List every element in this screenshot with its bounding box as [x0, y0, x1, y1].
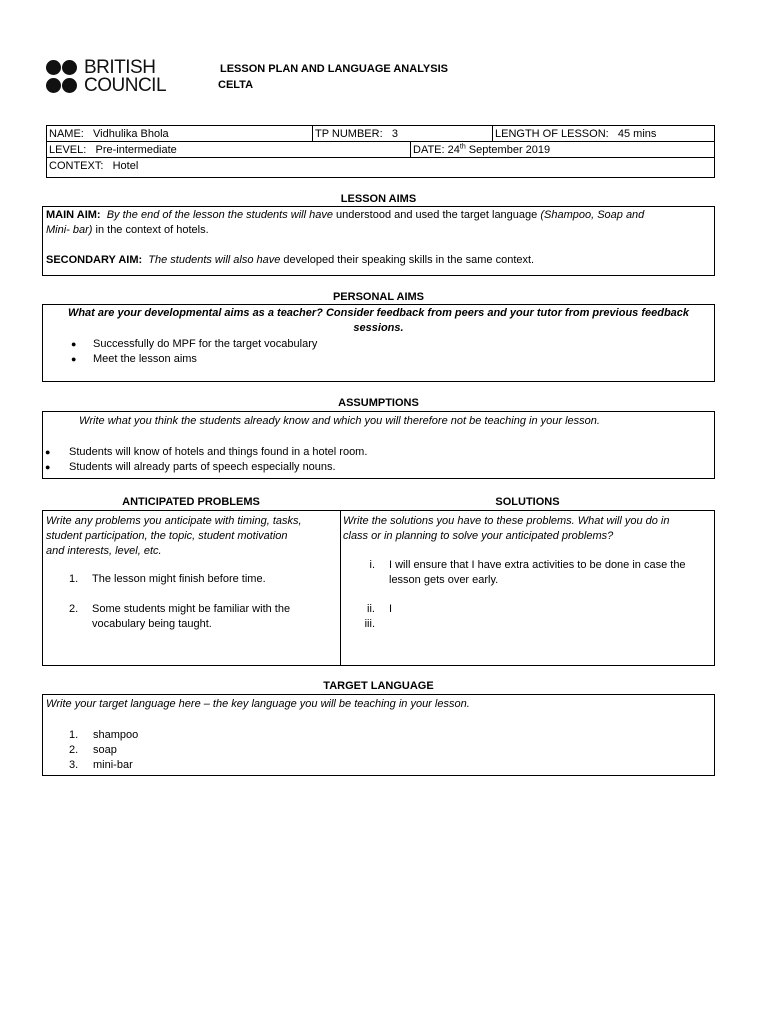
lesson-aims-box [42, 206, 715, 276]
lesson-length-field: LENGTH OF LESSON: 45 mins [495, 128, 657, 140]
solution-item-text: I [389, 603, 393, 615]
solution-item-number: iii. [364, 618, 375, 630]
tp-number-field: TP NUMBER: 3 [315, 128, 398, 140]
info-table [46, 125, 715, 178]
context-field: CONTEXT: Hotel [49, 160, 139, 172]
list-item: ● Students will already parts of speech especially nouns. [45, 461, 336, 473]
date-field: DATE: 24th September 2019 [413, 143, 551, 156]
solution-item-number: i. [369, 559, 375, 571]
list-item: 2. soap [69, 744, 117, 756]
personal-aims-heading: PERSONAL AIMS [332, 291, 425, 303]
document-title [220, 61, 448, 93]
solutions-cell: Write the solutions you have to these problems. What will you do in class or in planning to solve your anticipated problems? [343, 515, 670, 542]
problems-heading: ANTICIPATED PROBLEMS [122, 496, 260, 508]
list-item: ● Successfully do MPF for the target vocabulary [71, 338, 318, 350]
name-value: Vidhulika Bhola [93, 128, 169, 140]
context-value: Hotel [112, 160, 139, 172]
secondary-aim: SECONDARY AIM: The students will also have developed their speaking skills in the same context. [46, 254, 535, 266]
lesson-length-value: 45 mins [617, 128, 657, 140]
list-item: ● Meet the lesson aims [71, 353, 197, 365]
assumptions-box [42, 411, 715, 479]
assumptions-list [43, 445, 703, 475]
problem-item: 1. [69, 573, 79, 585]
lesson-aims-heading: LESSON AIMS [340, 193, 417, 205]
list-item: 3. mini-bar [69, 759, 133, 771]
assumptions-prompt: Write what you think the students already know and which you will therefore not be teaching in your lesson. [79, 415, 600, 427]
assumptions-heading: ASSUMPTIONS [338, 397, 419, 409]
problems-cell: Write any problems you anticipate with timing, tasks, student participation, the topic, student motivation and interests, level, etc. [46, 515, 302, 557]
personal-aims-box [42, 304, 715, 382]
problem-item-text: The lesson might finish before time. [92, 573, 266, 585]
logo-dots-icon [46, 58, 80, 98]
solution-item-number: ii. [367, 603, 375, 615]
title-line: LESSON PLAN AND LANGUAGE ANALYSIS [220, 63, 448, 75]
name-field: NAME: Vidhulika Bhola [49, 128, 169, 140]
logo-wordmark: BRITISH COUNCIL [84, 57, 167, 96]
solution-item-text: I will ensure that I have extra activities to be done in case the lesson gets over early. [389, 559, 686, 586]
list-item: ● Students will know of hotels and things found in a hotel room. [45, 446, 368, 458]
personal-aims-list [43, 337, 703, 367]
target-language-box [42, 694, 715, 776]
problem-item: 2. [69, 603, 79, 615]
main-aim: MAIN AIM: By the end of the lesson the students will have understood and used the target language (Shampoo, Soap and Mini- bar) in the context of hotels. [46, 209, 645, 236]
tp-number-value: 3 [391, 128, 398, 140]
list-item: 1. shampoo [69, 729, 139, 741]
target-language-prompt: Write your target language here – the key language you will be teaching in your lesson. [46, 698, 470, 710]
level-value: Pre-intermediate [95, 144, 177, 156]
target-language-heading: TARGET LANGUAGE [323, 680, 434, 692]
personal-aims-prompt: What are your developmental aims as a teacher? Consider feedback from peers and your tutor from previous feedback sessions. [67, 307, 690, 334]
level-field: LEVEL: Pre-intermediate [49, 144, 177, 156]
problems-solutions-table [42, 510, 715, 666]
problem-item-text: Some students might be familiar with the vocabulary being taught. [92, 603, 291, 630]
target-language-list [69, 728, 138, 773]
solutions-heading: SOLUTIONS [495, 496, 560, 508]
subtitle-line: CELTA [218, 79, 254, 91]
